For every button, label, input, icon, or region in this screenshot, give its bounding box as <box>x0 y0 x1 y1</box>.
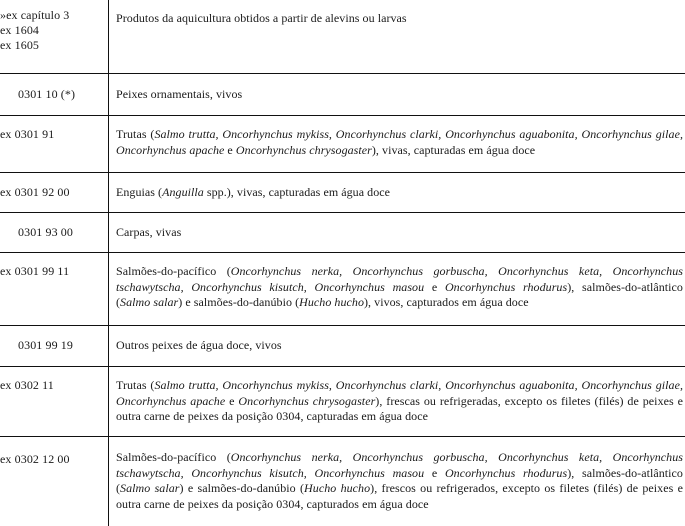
description-text: Carpas, vivas <box>116 225 182 239</box>
code-cell <box>0 264 106 279</box>
description-text: e <box>424 279 445 294</box>
species-names: Anguilla <box>162 185 204 199</box>
code-line: ex 1604 <box>0 23 40 37</box>
column-divider <box>108 0 109 526</box>
table-row <box>0 437 685 526</box>
description-text: e <box>424 465 445 480</box>
species-names: Oncorhynchus chrysogaster <box>238 393 376 408</box>
code-line: 0301 10 (*) <box>18 87 76 101</box>
description-text: ) e salmões-do-danúbio ( <box>178 295 300 309</box>
description-text: ), vivos, capturados em água doce <box>364 295 529 309</box>
code-line: ex 1605 <box>0 38 40 52</box>
description-text: Salmões-do-pacífico ( <box>116 264 231 278</box>
description-cell <box>116 264 683 311</box>
table-row <box>0 173 685 213</box>
description-text: ), frescos ou refrigerados, excepto os filetes (filés) de peixes e outra carne de peixes da posição 0304, capturados em água doce <box>116 481 683 511</box>
code-line: »ex capítulo 3 <box>0 8 70 22</box>
table-row <box>0 253 685 326</box>
description-text: ), salmões-do-atlântico ( <box>116 465 683 495</box>
species-names: Salmo trutta, Oncorhynchus mykiss, Oncorhynchus clarki, Oncorhynchus aguabonita, Oncorhynchus gilae, Oncorhynchus apache <box>116 127 683 157</box>
code-line: 0301 93 00 <box>18 225 73 239</box>
description-cell <box>116 338 683 354</box>
species-names: Hucho hucho <box>299 295 364 309</box>
code-cell <box>0 378 106 393</box>
description-cell <box>116 450 683 512</box>
table-row <box>0 116 685 173</box>
table-row <box>0 0 685 74</box>
description-text: ), vivas, capturadas em água doce <box>371 142 536 157</box>
description-text: Salmões-do-pacífico ( <box>116 450 231 464</box>
description-text: e <box>225 393 239 408</box>
species-names: Salmo trutta, Oncorhynchus mykiss, Oncorhynchus clarki, Oncorhynchus aguabonita, Oncorhynchus gilae, Oncorhynchus apache <box>116 378 683 408</box>
table-row <box>0 326 685 367</box>
description-text: Peixes ornamentais, vivos <box>116 87 243 101</box>
species-names: Hucho hucho <box>304 481 371 495</box>
description-cell <box>116 185 683 201</box>
code-cell <box>0 127 106 142</box>
code-line: ex 0301 99 11 <box>0 264 70 278</box>
species-names: Salmo salar <box>120 295 179 309</box>
code-cell <box>0 185 106 200</box>
table-row <box>0 213 685 253</box>
description-text: e <box>224 142 236 157</box>
description-text: Enguias ( <box>116 185 163 199</box>
description-text: ) e salmões-do-danúbio ( <box>179 481 305 495</box>
description-text: Trutas ( <box>116 127 155 141</box>
code-line: ex 0302 12 00 <box>0 452 70 466</box>
description-text: ), salmões-do-atlântico ( <box>116 279 683 309</box>
description-cell <box>116 87 683 103</box>
description-text: Produtos da aquicultura obtidos a partir de alevins ou larvas <box>116 11 407 25</box>
code-line: ex 0302 11 <box>0 378 54 392</box>
description-text: Trutas ( <box>116 378 155 392</box>
description-cell <box>116 225 683 241</box>
species-names: Oncorhynchus chrysogaster <box>235 142 372 157</box>
species-names: Oncorhynchus nerka, Oncorhynchus gorbuscha, Oncorhynchus keta, Oncorhynchus tschawytscha, Oncorhynchus kisutch, Oncorhynchus masou <box>116 264 683 294</box>
code-cell <box>0 452 106 467</box>
code-cell <box>0 8 106 53</box>
species-names: Oncorhynchus nerka, Oncorhynchus gorbuscha, Oncorhynchus keta, Oncorhynchus tschawytscha, Oncorhynchus kisutch, Oncorhynchus masou <box>116 450 683 480</box>
species-names: Oncorhynchus rhodurus <box>444 279 568 294</box>
code-line: ex 0301 92 00 <box>0 185 70 199</box>
description-text: ), frescas ou refrigeradas, excepto os filetes (filés) de peixes e outra carne de peixes da posição 0304, capturadas em água doce <box>116 393 683 423</box>
description-cell <box>116 11 683 27</box>
species-names: Salmo salar <box>120 481 180 495</box>
description-cell <box>116 127 683 158</box>
species-names: Oncorhynchus rhodurus <box>444 465 568 480</box>
code-line: 0301 99 19 <box>18 338 73 352</box>
table-row <box>0 74 685 116</box>
table-row <box>0 367 685 437</box>
description-cell <box>116 378 683 425</box>
code-line: ex 0301 91 <box>0 127 55 141</box>
description-text: spp.), vivas, capturadas em água doce <box>203 185 391 199</box>
description-text: Outros peixes de água doce, vivos <box>116 338 282 352</box>
